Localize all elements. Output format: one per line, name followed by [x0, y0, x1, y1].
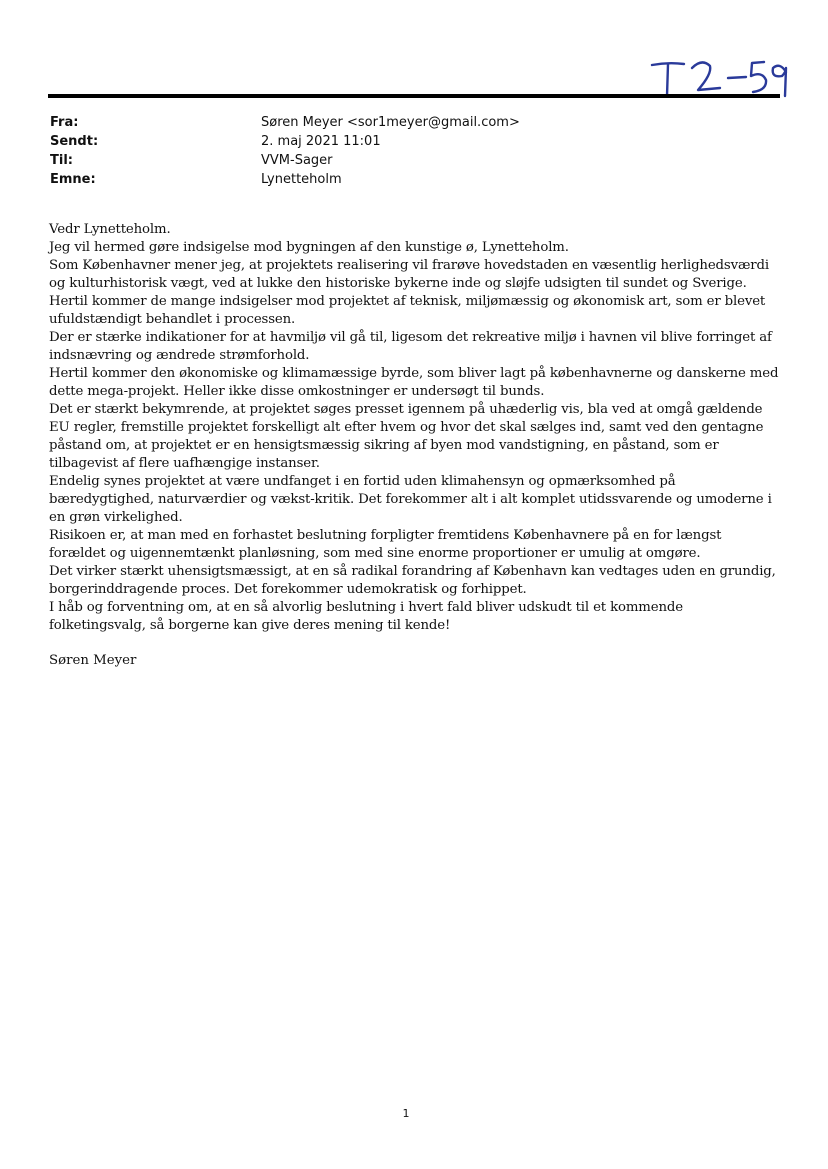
- body-paragraph: Som Københavner mener jeg, at projektets realisering vil frarøve hovedstaden en væsentlig herlighedsværdi og kulturhistorisk vægt, ved at lukke den historiske bykerne inde og sløjfe udsigten til sundet og Sverige.: [49, 258, 769, 291]
- body-paragraph: I håb og forventning om, at en så alvorlig beslutning i hvert fald bliver udskudt til et kommende folketingsvalg, så borgerne kan give deres mening til kende!: [49, 600, 683, 633]
- subject-label: Emne:: [50, 172, 96, 187]
- body-paragraph: Der er stærke indikationer for at havmiljø vil gå til, ligesom det rekreative miljø i havnen vil blive forringet af indsnævring og ændrede strømforhold.: [49, 330, 772, 363]
- from-row: [50, 113, 770, 132]
- body-paragraph: Det virker stærkt uhensigtsmæssigt, at en så radikal forandring af København kan vedtages uden en grundig, borgerinddragende proces. Det forekommer udemokratisk og forhippet.: [49, 564, 776, 597]
- page-number: 1: [402, 1107, 410, 1120]
- sent-label: Sendt:: [50, 134, 99, 149]
- body-paragraph: Hertil kommer de mange indsigelser mod projektet af teknisk, miljømæssig og økonomisk art, som er blevet ufuldstændigt behandlet i processen.: [49, 294, 766, 327]
- from-value: Søren Meyer <sor1meyer@gmail.com>: [261, 115, 520, 130]
- to-label: Til:: [50, 153, 73, 168]
- subject-value: Lynetteholm: [261, 172, 342, 187]
- signature: Søren Meyer: [49, 653, 137, 668]
- sent-row: [50, 132, 770, 151]
- body-paragraph: Jeg vil hermed gøre indsigelse mod bygningen af den kunstige ø, Lynetteholm.: [49, 240, 569, 255]
- body-paragraph: Det er stærkt bekymrende, at projektet søges presset igennem på uhæderlig vis, bla ved at omgå gældende EU regler, fremstille projektet forskelligt alt efter hvem og hvor det skal sælges ind, samt ved den gentagne påstand om, at projektet er en hensigtsmæssig sikring af byen mod vandstigning, en påstand, som er tilbagevist af flere uafhængige instanser.: [49, 402, 764, 471]
- body-paragraph: Hertil kommer den økonomiske og klimamæssige byrde, som bliver lagt på københavnerne og danskerne med dette mega-projekt. Heller ikke disse omkostninger er undersøgt til bunds.: [49, 366, 779, 399]
- to-row: [50, 151, 770, 170]
- body-paragraph: Risikoen er, at man med en forhastet beslutning forpligter fremtidens Københavnere på en for længst forældet og uigennemtænkt planløsning, som med sine enorme proportioner er umulig at omgøre.: [49, 528, 722, 561]
- body-paragraph: Vedr Lynetteholm.: [49, 222, 171, 237]
- from-label: Fra:: [50, 115, 79, 130]
- email-header: [50, 113, 770, 189]
- body-paragraph: Endelig synes projektet at være undfanget i en fortid uden klimahensyn og opmærksomhed på bæredygtighed, naturværdier og vækst-kritik. Det forekommer alt i alt komplet utidssvarende og umoderne i en grøn virkelighed.: [49, 474, 772, 525]
- sent-value: 2. maj 2021 11:01: [261, 134, 381, 149]
- to-value: VVM-Sager: [261, 153, 333, 168]
- subject-row: [50, 170, 770, 189]
- header-divider: [48, 94, 780, 98]
- email-body: [49, 221, 779, 635]
